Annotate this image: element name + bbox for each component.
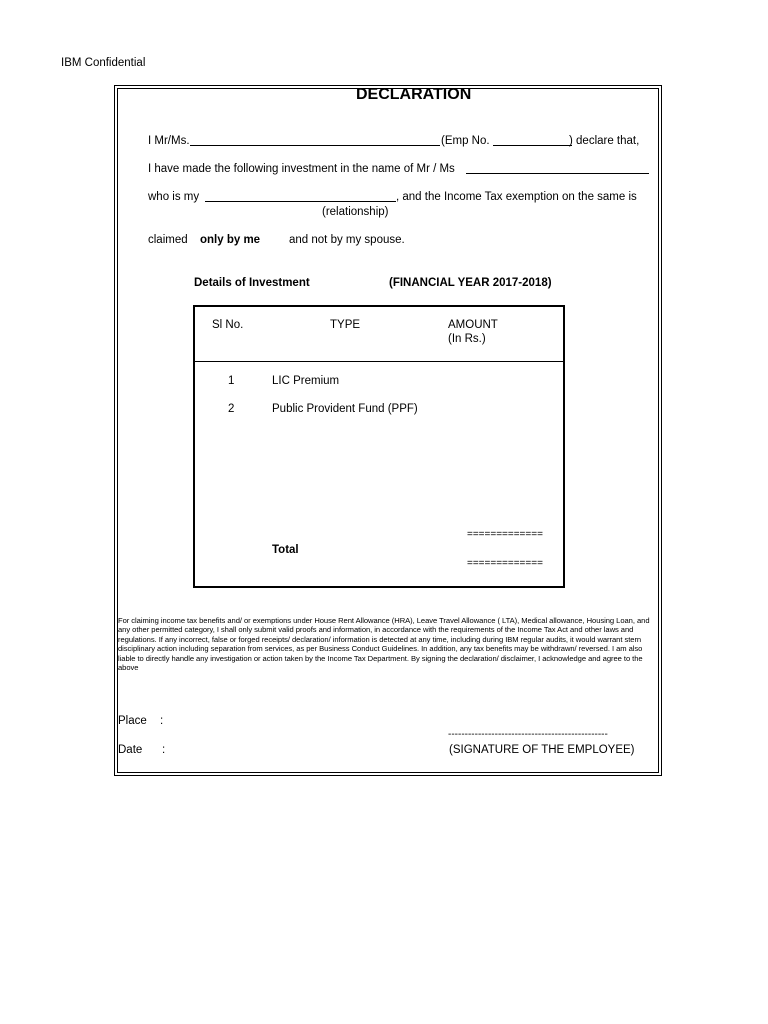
table-row-sl: 1	[228, 375, 235, 387]
table-row-type: Public Provident Fund (PPF)	[272, 403, 418, 415]
column-header-amount: AMOUNT	[448, 319, 498, 331]
relationship-field[interactable]	[205, 201, 396, 202]
financial-year: (FINANCIAL YEAR 2017-2018)	[389, 277, 552, 289]
name-field[interactable]	[190, 145, 440, 146]
investment-table	[193, 305, 565, 588]
table-header-divider	[193, 361, 565, 362]
claimed-label: claimed	[148, 234, 188, 246]
table-row-sl: 2	[228, 403, 235, 415]
date-colon: :	[162, 744, 166, 756]
column-header-amount-unit: (In Rs.)	[448, 333, 486, 345]
disclaimer-text: For claiming income tax benefits and/ or exemptions under House Rent Allowance (HRA), Leave Travel Allowance ( LTA), Medical allowance, Housing Loan, and any other permitted category, I shall only submit valid proofs and information, in accordance with the requirements of the Income Tax Act and other laws and regulations. If any incorrect, false or forged receipts/ declaration/ information is detected at any time, including during IBM regular audits, it would warrant stern disciplinary action including separation from services, as per Business Conduct Guidelines. In addition, any tax benefits may be withdrawn/ reversed. I am also liable to directly handle any investigation or action taken by the Income Tax Department. By signing the declaration/ disclaimer, I acknowledge and agree to the above	[118, 616, 650, 673]
emp-no-label: (Emp No.	[441, 135, 490, 147]
place-label: Place	[118, 715, 147, 727]
only-by-me-text: only by me	[200, 234, 261, 246]
beneficiary-name-field[interactable]	[466, 173, 649, 174]
signature-caption: (SIGNATURE OF THE EMPLOYEE)	[449, 744, 635, 756]
details-title: Details of Investment	[194, 277, 310, 289]
date-label: Date	[118, 744, 143, 756]
signature-line[interactable]: ------------------------------------------------	[448, 729, 608, 740]
total-rule-top: =============	[467, 529, 543, 540]
page-title: DECLARATION	[356, 86, 472, 103]
relationship-caption: (relationship)	[322, 206, 389, 218]
emp-no-field[interactable]	[493, 145, 572, 146]
name-prefix: I Mr/Ms.	[148, 135, 190, 147]
table-row-type: LIC Premium	[272, 375, 340, 387]
investment-text: I have made the following investment in the name of Mr / Ms	[148, 163, 455, 175]
place-colon: :	[160, 715, 164, 727]
column-header-sl: Sl No.	[212, 319, 244, 331]
confidential-label: IBM Confidential	[61, 57, 146, 69]
declare-text: ) declare that,	[569, 135, 640, 147]
spouse-text: and not by my spouse.	[289, 234, 405, 246]
total-rule-bottom: =============	[467, 558, 543, 569]
exemption-text: , and the Income Tax exemption on the same is	[396, 191, 637, 203]
total-label: Total	[272, 544, 299, 556]
relationship-prefix: who is my	[148, 191, 200, 203]
column-header-type: TYPE	[330, 319, 361, 331]
